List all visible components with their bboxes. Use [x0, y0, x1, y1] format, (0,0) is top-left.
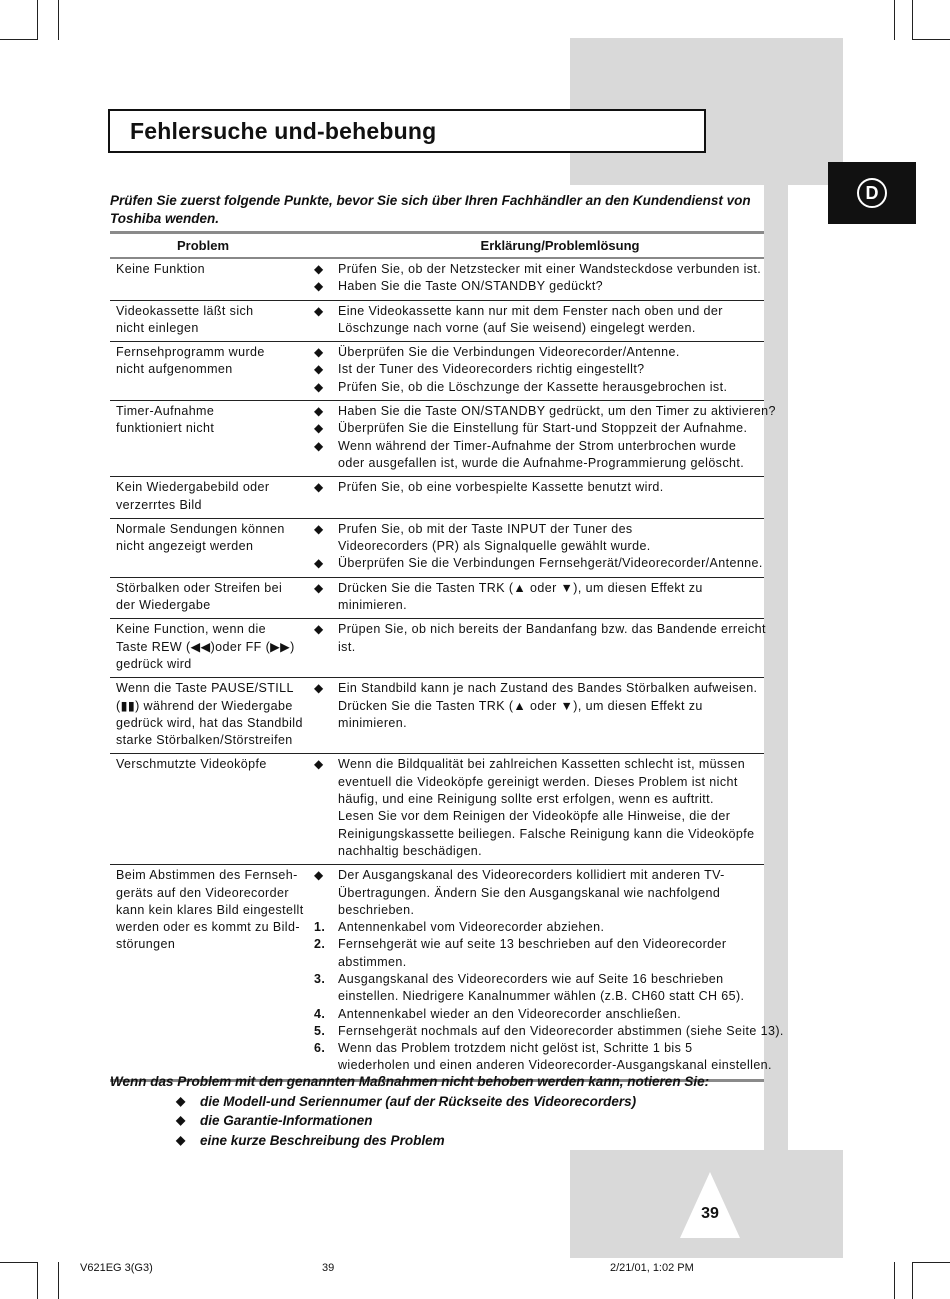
- meta-date: 2/21/01, 1:02 PM: [610, 1262, 694, 1274]
- solution-line: Ist der Tuner des Videorecorders richtig eingestellt?: [338, 362, 645, 377]
- problem-line: störungen: [116, 937, 176, 952]
- problem-line: geräts auf den Videorecorder: [116, 885, 289, 900]
- solution-cell: [310, 756, 764, 860]
- solution-line: Wenn die Bildqualität bei zahlreichen Kassetten schlecht ist, müssen: [338, 757, 746, 772]
- solution-text: [338, 1040, 772, 1075]
- solution-text: [338, 344, 680, 361]
- solution-text: [338, 403, 776, 420]
- problem-line: werden oder es kommt zu Bild-: [116, 920, 300, 935]
- step-number: 5.: [314, 1023, 326, 1038]
- problem-line: starke Störbalken/Störstreifen: [116, 733, 293, 748]
- solution-cell: [310, 261, 764, 296]
- solution-line: minimieren.: [338, 598, 407, 613]
- solution-text: [338, 919, 604, 936]
- problem-cell: [110, 261, 310, 296]
- table-row: [110, 259, 764, 301]
- diamond-bullet-icon: ◆: [314, 556, 324, 571]
- solution-cell: [310, 303, 764, 338]
- solution-item: [310, 1023, 784, 1040]
- solution-line: minimieren.: [338, 715, 407, 730]
- crop-mark: [0, 1262, 38, 1263]
- solution-line: Antennenkabel wieder an den Videorecorder anschließen.: [338, 1006, 682, 1021]
- problem-line: Videokassette läßt sich: [116, 303, 254, 318]
- solution-line: Übertragungen. Ändern Sie den Ausgangskanal wie nachfolgend: [338, 885, 721, 900]
- footer-item: [176, 1092, 770, 1112]
- footer-item-text: die Garantie-Informationen: [200, 1113, 373, 1128]
- footer-list: [110, 1092, 770, 1151]
- solution-line: Fernsehgerät wie auf seite 13 beschrieben auf den Videorecorder: [338, 937, 727, 952]
- solution-item: [310, 303, 764, 338]
- solution-line: Haben Sie die Taste ON/STANDBY gedückt?: [338, 279, 604, 294]
- problem-line: Fernsehprogramm wurde: [116, 345, 265, 360]
- page-number: 39: [701, 1205, 719, 1222]
- table-body: [110, 259, 784, 1082]
- problem-line: Verschmutzte Videoköpfe: [116, 757, 267, 772]
- problem-line: (▮▮) während der Wiedergabe: [116, 698, 293, 713]
- solution-item: [310, 361, 764, 378]
- diamond-bullet-icon: ◆: [314, 480, 324, 495]
- table-row: [110, 342, 764, 401]
- crop-mark: [912, 1262, 950, 1263]
- diamond-bullet-icon: ◆: [314, 622, 324, 637]
- crop-mark: [37, 1262, 38, 1299]
- crop-mark: [37, 0, 38, 40]
- problem-line: Timer-Aufnahme: [116, 404, 215, 419]
- crop-mark: [58, 0, 59, 40]
- intro-line: Prüfen Sie zuerst folgende Punkte, bevor Sie sich über Ihren Fachhändler an den Kundendienst von: [110, 193, 751, 208]
- solution-item: [310, 756, 764, 860]
- solution-cell: [310, 867, 784, 1075]
- language-tab: [828, 162, 916, 224]
- problem-line: verzerrtes Bild: [116, 497, 202, 512]
- diamond-bullet-icon: ◆: [314, 279, 324, 294]
- header-solution: Erklärung/Problemlösung: [480, 238, 640, 253]
- solution-line: Drücken Sie die Tasten TRK (▲ oder ▼), um diesen Effekt zu: [338, 580, 703, 595]
- problem-line: Keine Funktion: [116, 262, 205, 276]
- solution-line: eventuell die Videoköpfe gereinigt werden. Dieses Problem ist nicht: [338, 774, 738, 789]
- problem-cell: [110, 403, 310, 472]
- crop-mark: [58, 1262, 59, 1299]
- solution-line: Ein Standbild kann je nach Zustand des Bandes Störbalken aufweisen.: [338, 681, 758, 696]
- problem-cell: [110, 521, 310, 573]
- solution-text: [338, 521, 651, 556]
- solution-line: Videorecorders (PR) als Signalquelle gewählt wurde.: [338, 539, 651, 554]
- solution-line: Prüpen Sie, ob nich bereits der Bandanfang bzw. das Bandende erreicht: [338, 622, 766, 637]
- solution-line: Eine Videokassette kann nur mit dem Fenster nach oben und der: [338, 303, 723, 318]
- solution-line: Wenn das Problem trotzdem nicht gelöst ist, Schritte 1 bis 5: [338, 1041, 693, 1056]
- meta-page: 39: [322, 1262, 335, 1274]
- solution-line: Überprüfen Sie die Verbindungen Videorecorder/Antenne.: [338, 345, 680, 360]
- solution-line: Wenn während der Timer-Aufnahme der Strom unterbrochen wurde: [338, 438, 737, 453]
- problem-cell: [110, 867, 310, 1075]
- problem-line: nicht einlegen: [116, 320, 199, 335]
- footer-notes: [110, 1072, 770, 1150]
- solution-line: Drücken Sie die Tasten TRK (▲ oder ▼), um diesen Effekt zu: [338, 698, 703, 713]
- solution-line: nachhaltig beschädigen.: [338, 843, 483, 858]
- problem-cell: [110, 479, 310, 514]
- problem-line: nicht aufgenommen: [116, 362, 233, 377]
- diamond-bullet-icon: ◆: [314, 379, 324, 394]
- solution-item: [310, 621, 766, 656]
- problem-line: gedrück wird: [116, 656, 192, 671]
- solution-item: [310, 919, 784, 936]
- solution-text: [338, 361, 645, 378]
- solution-item: [310, 420, 776, 437]
- diamond-bullet-icon: ◆: [314, 362, 324, 377]
- solution-text: [338, 261, 761, 278]
- problem-line: nicht angezeigt werden: [116, 539, 254, 554]
- problem-line: Kein Wiedergabebild oder: [116, 480, 270, 495]
- language-tab-label: D: [857, 178, 887, 208]
- solution-line: Reinigungskassette beiliegen. Falsche Reinigung kann die Videoköpfe: [338, 826, 755, 841]
- step-number: 6.: [314, 1041, 326, 1056]
- solution-text: [338, 479, 664, 496]
- solution-line: Überprüfen Sie die Verbindungen Fernsehgerät/Videorecorder/Antenne.: [338, 556, 763, 571]
- solution-item: [310, 278, 764, 295]
- diamond-bullet-icon: ◆: [314, 262, 324, 276]
- solution-line: Prüfen Sie, ob der Netzstecker mit einer Wandsteckdose verbunden ist.: [338, 262, 762, 276]
- crop-mark: [912, 39, 950, 40]
- problem-line: der Wiedergabe: [116, 598, 211, 613]
- solution-cell: [310, 403, 776, 472]
- solution-item: [310, 1006, 784, 1023]
- solution-item: [310, 344, 764, 361]
- intro-text: [110, 192, 760, 228]
- intro-line: Toshiba wenden.: [110, 211, 220, 226]
- problem-line: Taste REW (◀◀)oder FF (▶▶): [116, 639, 295, 654]
- solution-line: Ausgangskanal des Videorecorders wie auf Seite 16 beschrieben: [338, 971, 724, 986]
- footer-item-text: die Modell-und Seriennumer (auf der Rückseite des Videorecorders): [200, 1093, 637, 1109]
- crop-mark: [0, 39, 38, 40]
- crop-mark: [894, 0, 895, 40]
- header-problem: Problem: [176, 238, 229, 253]
- page-number-marker: [680, 1172, 740, 1238]
- problem-line: funktioniert nicht: [116, 421, 215, 436]
- solution-item: [310, 867, 784, 919]
- solution-line: Prufen Sie, ob mit der Taste INPUT der Tuner des: [338, 521, 633, 536]
- diamond-bullet-icon: ◆: [176, 1132, 186, 1147]
- solution-text: [338, 971, 744, 1006]
- diamond-bullet-icon: ◆: [314, 345, 324, 360]
- solution-line: abstimmen.: [338, 954, 407, 969]
- solution-line: oder ausgefallen ist, wurde die Aufnahme-Programmierung gelöscht.: [338, 455, 745, 470]
- diamond-bullet-icon: ◆: [314, 404, 324, 419]
- solution-cell: [310, 680, 764, 749]
- solution-cell: [310, 621, 766, 673]
- solution-item: [310, 521, 764, 556]
- solution-cell: [310, 580, 764, 615]
- table-row: [110, 754, 764, 865]
- solution-line: einstellen. Niedrigere Kanalnummer wählen (z.B. CH60 statt CH 65).: [338, 989, 745, 1004]
- footer-item: [176, 1131, 770, 1151]
- footer-item-text: eine kurze Beschreibung des Problem: [200, 1132, 445, 1148]
- solution-line: Prüfen Sie, ob die Löschzunge der Kassette herausgebrochen ist.: [338, 379, 728, 394]
- diamond-bullet-icon: ◆: [314, 421, 324, 436]
- solution-text: [338, 867, 725, 919]
- table-row: [110, 519, 764, 578]
- solution-text: [338, 1023, 784, 1040]
- solution-item: [310, 261, 764, 278]
- problem-line: Normale Sendungen können: [116, 521, 285, 536]
- solution-item: [310, 438, 776, 473]
- solution-text: [338, 580, 703, 615]
- solution-line: Fernsehgerät nochmals auf den Videorecorder abstimmen (siehe Seite 13).: [338, 1023, 784, 1038]
- solution-text: [338, 303, 723, 338]
- page-title: Fehlersuche und-behebung: [130, 117, 437, 144]
- problem-cell: [110, 580, 310, 615]
- problem-cell: [110, 680, 310, 749]
- table-row: [110, 578, 764, 620]
- table-header: [110, 231, 764, 259]
- problem-line: Beim Abstimmen des Fernseh-: [116, 868, 298, 883]
- solution-item: [310, 555, 764, 572]
- problem-line: Wenn die Taste PAUSE/STILL: [116, 681, 294, 696]
- solution-item: [310, 403, 776, 420]
- solution-line: Haben Sie die Taste ON/STANDBY gedrückt, um den Timer zu aktivieren?: [338, 404, 776, 419]
- table-row: [110, 301, 764, 343]
- step-number: 1.: [314, 920, 326, 935]
- footer-item: [176, 1111, 770, 1131]
- problem-cell: [110, 756, 310, 860]
- step-number: 2.: [314, 937, 326, 952]
- diamond-bullet-icon: ◆: [314, 757, 324, 772]
- solution-line: ist.: [338, 639, 356, 654]
- solution-text: [338, 621, 766, 656]
- diamond-bullet-icon: ◆: [314, 303, 324, 318]
- table-row: [110, 678, 764, 754]
- problem-line: gedrück wird, hat das Standbild: [116, 715, 303, 730]
- solution-item: [310, 1040, 784, 1075]
- crop-mark: [912, 0, 913, 40]
- solution-text: [338, 1006, 681, 1023]
- problem-cell: [110, 303, 310, 338]
- table-row: [110, 619, 764, 678]
- problem-line: Keine Function, wenn die: [116, 622, 266, 637]
- solution-cell: [310, 479, 764, 514]
- diamond-bullet-icon: ◆: [176, 1093, 186, 1108]
- solution-item: [310, 580, 764, 615]
- solution-text: [338, 278, 603, 295]
- solution-cell: [310, 521, 764, 573]
- solution-text: [338, 420, 747, 437]
- step-number: 4.: [314, 1006, 326, 1021]
- solution-line: Der Ausgangskanal des Videorecorders kollidiert mit anderen TV-: [338, 868, 725, 883]
- problem-line: Störbalken oder Streifen bei: [116, 580, 283, 595]
- solution-line: Lesen Sie vor dem Reinigen der Videoköpfe alle Hinweise, die der: [338, 809, 731, 824]
- solution-item: [310, 971, 784, 1006]
- solution-text: [338, 555, 763, 572]
- solution-line: Antennenkabel vom Videorecorder abziehen.: [338, 920, 605, 935]
- solution-item: [310, 379, 764, 396]
- diamond-bullet-icon: ◆: [176, 1113, 186, 1127]
- solution-line: häufig, und eine Reinigung sollte erst erfolgen, wenn es auftritt.: [338, 792, 714, 807]
- table-row: [110, 401, 776, 477]
- solution-line: wiederholen und einen anderen Videorecorder-Ausgangskanal einstellen.: [338, 1058, 772, 1073]
- problem-line: kann kein klares Bild eingestellt: [116, 902, 304, 917]
- solution-cell: [310, 344, 764, 396]
- troubleshooting-table: [110, 231, 784, 1082]
- solution-line: Löschzunge nach vorne (auf Sie weisend) eingelegt werden.: [338, 320, 696, 335]
- solution-text: [338, 756, 754, 860]
- problem-cell: [110, 621, 310, 673]
- solution-item: [310, 680, 764, 732]
- solution-text: [338, 438, 744, 473]
- diamond-bullet-icon: ◆: [314, 438, 324, 453]
- meta-file: V621EG 3(G3): [80, 1262, 153, 1274]
- title-box: [108, 109, 706, 153]
- diamond-bullet-icon: ◆: [314, 580, 324, 595]
- solution-line: Überprüfen Sie die Einstellung für Start-und Stoppzeit der Aufnahme.: [338, 421, 748, 436]
- crop-mark: [912, 1262, 913, 1299]
- diamond-bullet-icon: ◆: [314, 681, 324, 696]
- step-number: 3.: [314, 971, 326, 986]
- problem-cell: [110, 344, 310, 396]
- solution-text: [338, 379, 727, 396]
- solution-line: beschrieben.: [338, 902, 415, 917]
- table-row: [110, 865, 784, 1082]
- crop-mark: [894, 1262, 895, 1299]
- solution-text: [338, 680, 757, 732]
- table-row: [110, 477, 764, 519]
- solution-line: Prüfen Sie, ob eine vorbespielte Kassette benutzt wird.: [338, 480, 664, 495]
- footer-lead: Wenn das Problem mit den genannten Maßnahmen nicht behoben werden kann, notieren Sie:: [110, 1074, 710, 1089]
- solution-text: [338, 936, 726, 971]
- solution-item: [310, 936, 784, 971]
- diamond-bullet-icon: ◆: [314, 868, 324, 883]
- solution-item: [310, 479, 764, 496]
- diamond-bullet-icon: ◆: [314, 521, 324, 536]
